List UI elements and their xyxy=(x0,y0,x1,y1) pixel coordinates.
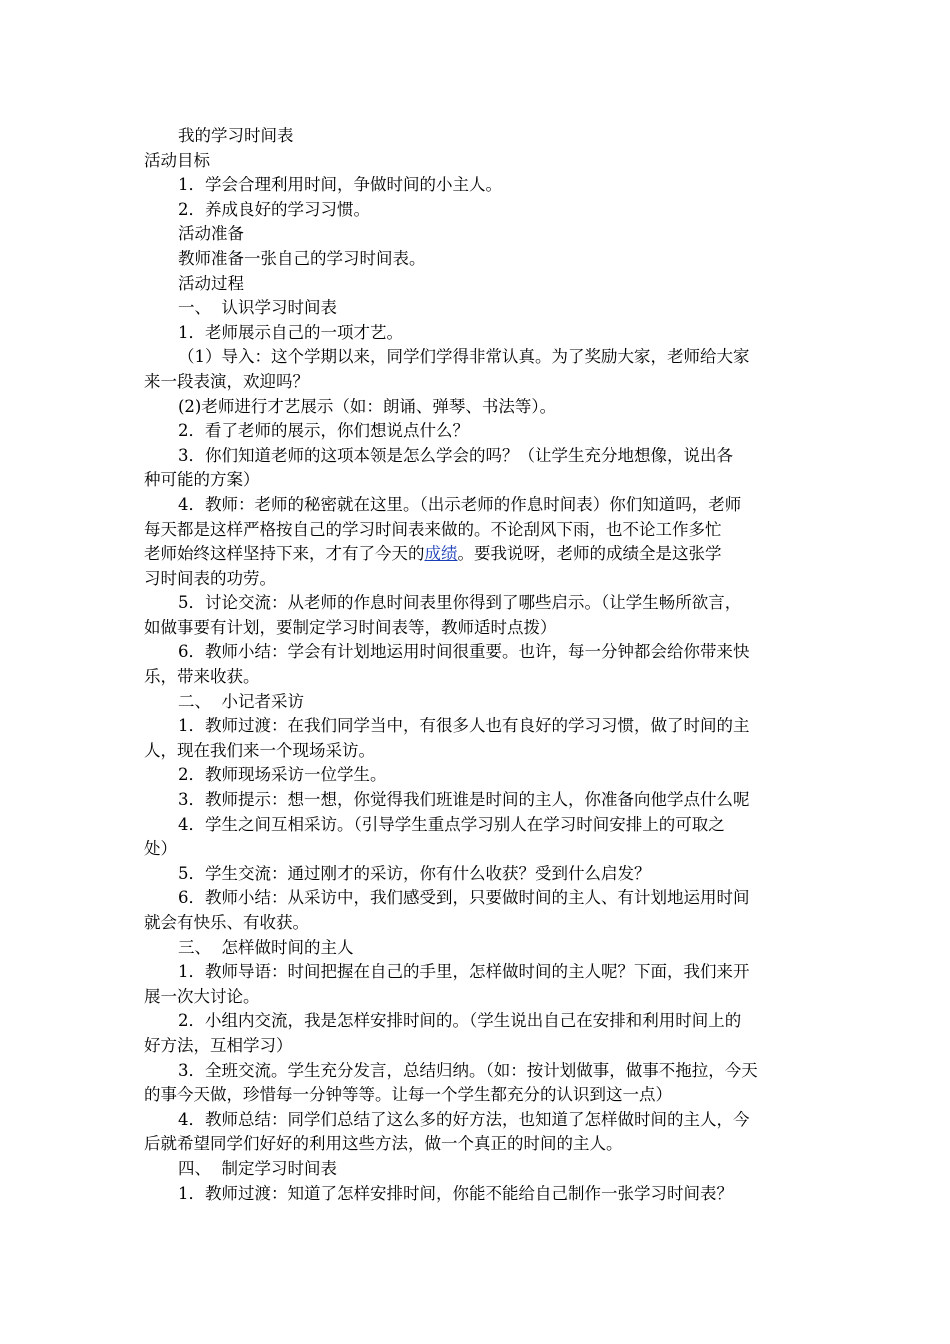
text-line-content: 2．看了老师的展示，你们想说点什么？ xyxy=(178,421,469,441)
text-line xyxy=(144,763,812,788)
text-line xyxy=(144,616,812,641)
text-line-content: (2)老师进行才艺展示（如：朗诵、弹琴、书法等）。 xyxy=(178,396,557,416)
text-line xyxy=(144,936,812,961)
text-line xyxy=(144,1083,812,1108)
text-line-content: 二、 小记者采访 xyxy=(178,691,304,711)
text-line-content: 后就希望同学们好好的利用这些方法，做一个真正的时间的主人。 xyxy=(144,1134,623,1154)
text-line-content: 3．全班交流。学生充分发言，总结归纳。（如：按计划做事，做事不拖拉，今天 xyxy=(178,1060,758,1080)
text-line xyxy=(144,911,812,936)
text-line-content: 活动准备 xyxy=(178,224,244,244)
text-line xyxy=(144,1059,812,1084)
text-line-content: 2．小组内交流，我是怎样安排时间的。（学生说出自己在安排和利用时间上的 xyxy=(178,1011,742,1031)
text-line xyxy=(144,345,812,370)
text-line xyxy=(144,665,812,690)
text-line-content: 5．讨论交流：从老师的作息时间表里你得到了哪些启示。（让学生畅所欲言， xyxy=(178,593,742,613)
text-line-content: 4．教师：老师的秘密就在这里。（出示老师的作息时间表）你们知道吗，老师 xyxy=(178,494,742,514)
document-body xyxy=(144,149,812,1207)
text-line-content: 2．养成良好的学习习惯。 xyxy=(178,199,370,219)
text-line xyxy=(144,518,812,543)
text-line xyxy=(144,1034,812,1059)
text-line xyxy=(144,296,812,321)
text-line-content: 1．老师展示自己的一项才艺。 xyxy=(178,322,403,342)
text-line-content: 处） xyxy=(144,839,177,859)
text-line xyxy=(144,591,812,616)
text-line xyxy=(144,198,812,223)
text-line-content: 就会有快乐、有收获。 xyxy=(144,913,309,932)
text-line-content: 1．教师导语：时间把握在自己的手里，怎样做时间的主人呢？下面，我们来开 xyxy=(178,962,750,982)
text-line xyxy=(144,886,812,911)
text-line-content: 6．教师小结：学会有计划地运用时间很重要。也许，每一分钟都会给你带来快 xyxy=(178,642,750,662)
text-line-content: 4．学生之间互相采访。（引导学生重点学习别人在学习时间安排上的可取之 xyxy=(178,814,725,834)
text-line-content: 习时间表的功劳。 xyxy=(144,568,276,588)
text-line-content: （1）导入：这个学期以来，同学们学得非常认真。为了奖励大家，老师给大家 xyxy=(178,347,750,367)
text-line-content: 3．教师提示：想一想，你觉得我们班谁是时间的主人，你准备向他学点什么呢 xyxy=(178,790,750,810)
text-line xyxy=(144,837,812,862)
text-line-content: 老师始终这样坚持下来，才有了今天的 xyxy=(144,544,425,564)
text-line xyxy=(144,739,812,764)
text-line-content: 教师准备一张自己的学习时间表。 xyxy=(178,248,426,268)
text-line-content: 1．教师过渡：知道了怎样安排时间，你能不能给自己制作一张学习时间表？ xyxy=(178,1183,733,1203)
text-line xyxy=(144,640,812,665)
text-line-content: 4．教师总结：同学们总结了这么多的好方法，也知道了怎样做时间的主人，今 xyxy=(178,1109,750,1129)
text-line-content: 展一次大讨论。 xyxy=(144,986,260,1006)
text-line-content: 1．教师过渡：在我们同学当中，有很多人也有良好的学习习惯，做了时间的主 xyxy=(178,716,750,736)
text-line xyxy=(144,1009,812,1034)
text-line xyxy=(144,444,812,469)
text-line xyxy=(144,862,812,887)
text-line-content: 活动过程 xyxy=(178,273,244,293)
text-line-content: 来一段表演，欢迎吗？ xyxy=(144,371,309,391)
text-line-content: 每天都是这样严格按自己的学习时间表来做的。不论刮风下雨，也不论工作多忙 xyxy=(144,519,722,539)
text-line xyxy=(144,149,812,174)
text-line-content: 如做事要有计划，要制定学习时间表等，教师适时点拨） xyxy=(144,617,557,637)
text-line-content: 1．学会合理利用时间，争做时间的小主人。 xyxy=(178,175,502,195)
text-line-content: 三、 怎样做时间的主人 xyxy=(178,937,354,957)
text-line xyxy=(144,542,812,567)
text-line xyxy=(144,813,812,838)
text-line-content: 6．教师小结：从采访中，我们感受到，只要做时间的主人、有计划地运用时间 xyxy=(178,888,750,908)
text-line xyxy=(144,1108,812,1133)
text-line-content: 好方法，互相学习） xyxy=(144,1035,293,1055)
text-line xyxy=(144,1182,812,1207)
document-title: 我的学习时间表 xyxy=(178,126,294,145)
text-line xyxy=(144,395,812,420)
text-line xyxy=(144,1157,812,1182)
text-line-content: 3．你们知道老师的这项本领是怎么学会的吗？（让学生充分地想像，说出各 xyxy=(178,445,733,465)
text-line xyxy=(144,173,812,198)
text-line-content: 2．教师现场采访一位学生。 xyxy=(178,765,387,785)
text-line xyxy=(144,321,812,346)
text-line xyxy=(144,714,812,739)
inline-link[interactable]: 成绩 xyxy=(424,544,458,564)
text-line-content: 活动目标 xyxy=(144,150,210,170)
text-line xyxy=(144,985,812,1010)
text-line xyxy=(144,690,812,715)
text-line xyxy=(144,272,812,297)
text-line-content: 种可能的方案） xyxy=(144,470,260,490)
text-line-content: 5．学生交流：通过刚才的采访，你有什么收获？受到什么启发？ xyxy=(178,863,651,883)
text-line xyxy=(144,960,812,985)
text-line xyxy=(144,419,812,444)
text-line-content: 一、 认识学习时间表 xyxy=(178,298,337,318)
text-line-content: 人，现在我们来一个现场采访。 xyxy=(144,740,375,760)
text-line xyxy=(144,370,812,395)
document-page xyxy=(144,124,812,1206)
text-line-content: 的事今天做，珍惜每一分钟等等。让每一个学生都充分的认识到这一点） xyxy=(144,1085,672,1105)
text-line xyxy=(144,247,812,272)
text-line xyxy=(144,788,812,813)
text-line xyxy=(144,493,812,518)
text-line-continuation: 。要我说呀，老师的成绩全是这张学 xyxy=(457,544,722,564)
text-line xyxy=(144,222,812,247)
text-line-content: 乐，带来收获。 xyxy=(144,667,260,687)
text-line xyxy=(144,1132,812,1157)
text-line xyxy=(144,468,812,493)
text-line-content: 四、 制定学习时间表 xyxy=(178,1158,337,1178)
text-line xyxy=(144,567,812,592)
